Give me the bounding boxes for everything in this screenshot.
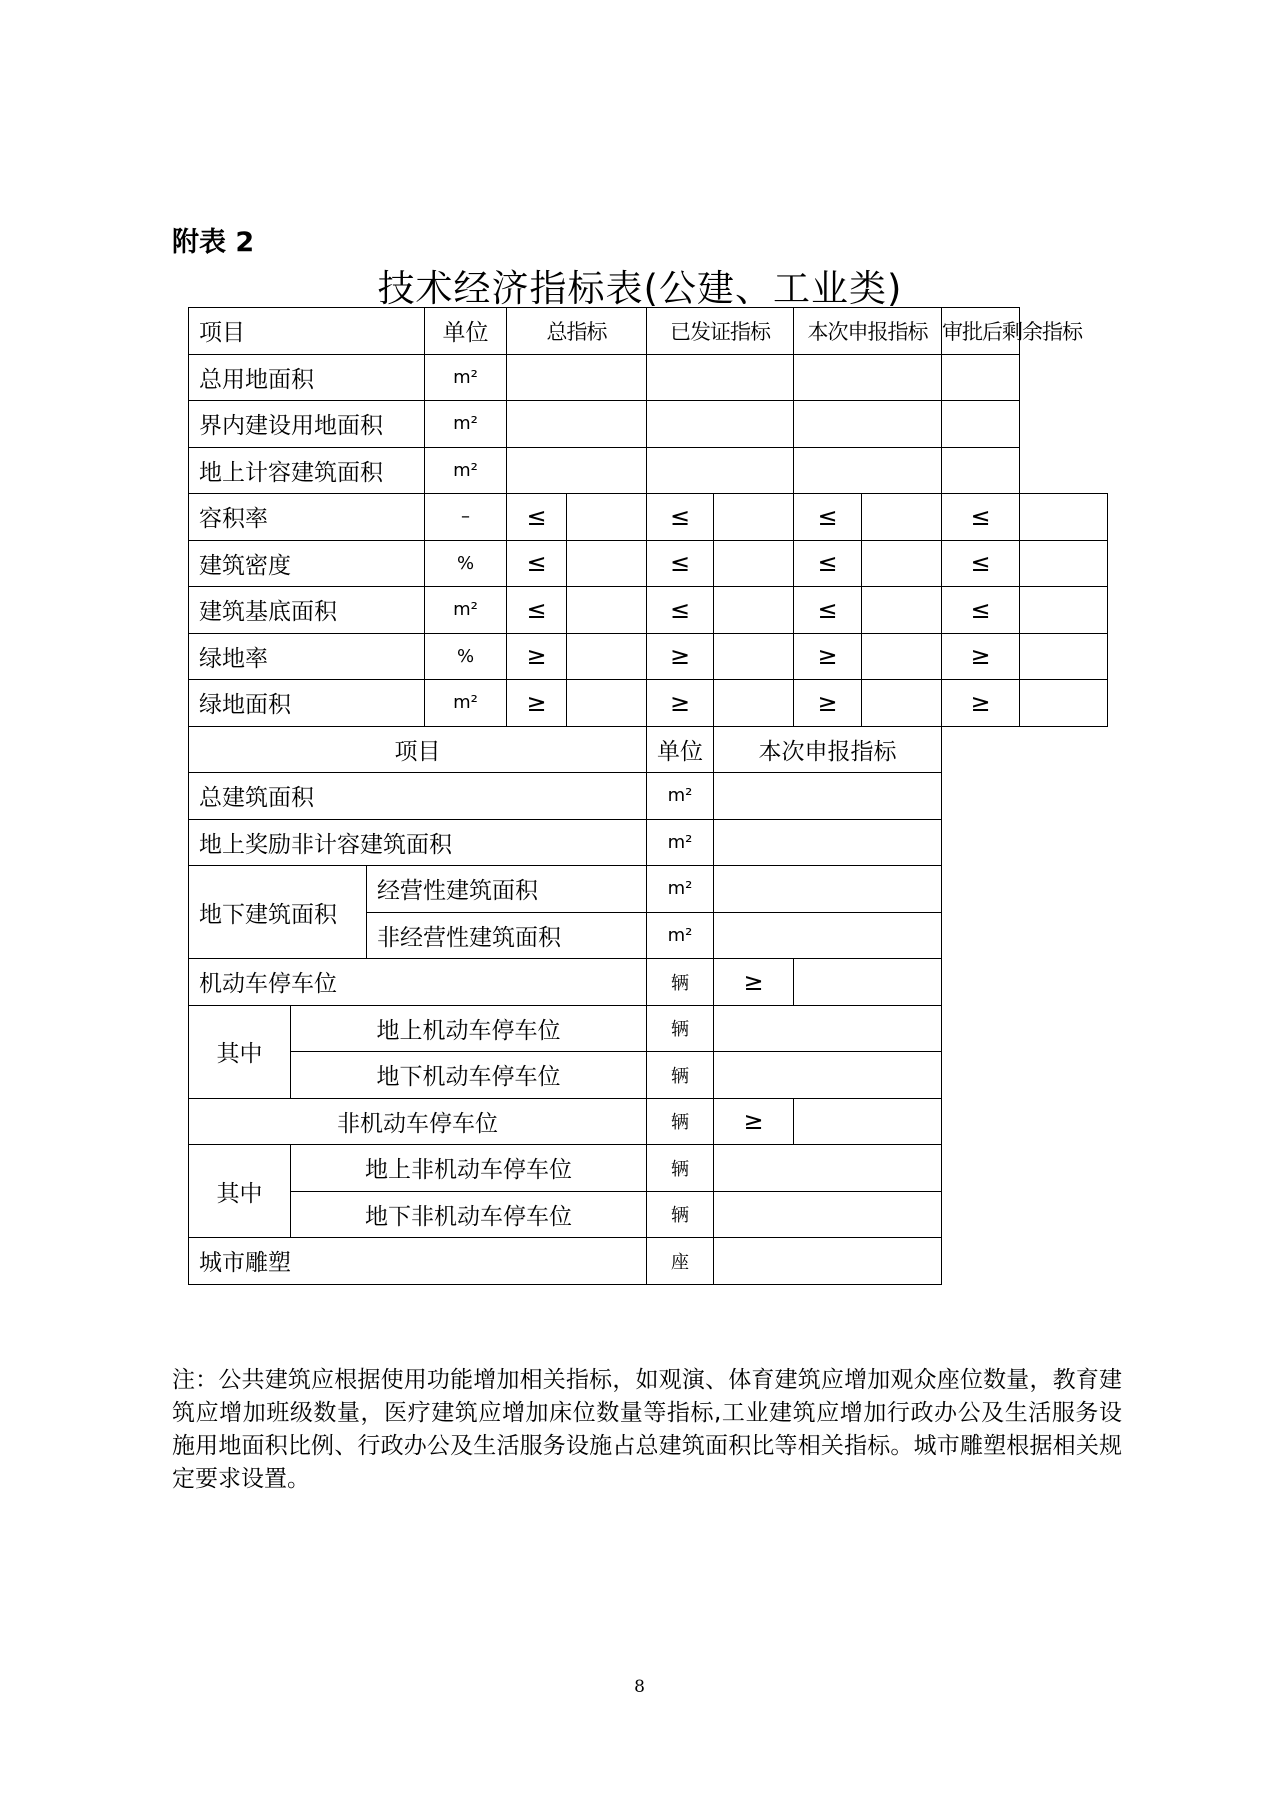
row-label: 绿地面积 xyxy=(189,680,425,727)
comparison-symbol: ≥ xyxy=(942,680,1020,727)
row-unit: % xyxy=(425,540,507,587)
value-cell xyxy=(942,401,1020,448)
value-cell xyxy=(714,494,794,541)
row-label: 机动车停车位 xyxy=(189,959,647,1006)
comparison-symbol: ≤ xyxy=(647,540,714,587)
row-unit: 辆 xyxy=(647,1145,714,1192)
lower-header-unit: 单位 xyxy=(647,726,714,773)
group-label-underground: 地下建筑面积 xyxy=(189,866,367,959)
lower-header-item: 项目 xyxy=(189,726,647,773)
comparison-symbol: ≤ xyxy=(794,587,862,634)
value-cell xyxy=(794,959,942,1006)
value-cell xyxy=(714,680,794,727)
value-cell xyxy=(507,354,647,401)
value-cell xyxy=(714,1145,942,1192)
comparison-symbol: ≤ xyxy=(794,540,862,587)
value-cell xyxy=(1020,680,1108,727)
value-cell xyxy=(942,447,1020,494)
row-label: 地上计容建筑面积 xyxy=(189,447,425,494)
row-unit: 座 xyxy=(647,1238,714,1285)
comparison-symbol: ≤ xyxy=(942,540,1020,587)
table-row xyxy=(189,1052,1108,1099)
value-cell xyxy=(862,587,942,634)
row-unit: m² xyxy=(647,912,714,959)
value-cell xyxy=(794,447,942,494)
row-label: 经营性建筑面积 xyxy=(367,866,647,913)
row-label: 建筑基底面积 xyxy=(189,587,425,634)
row-label: 绿地率 xyxy=(189,633,425,680)
header-remaining: 审批后剩余指标 xyxy=(942,308,1020,355)
comparison-symbol: ≤ xyxy=(942,494,1020,541)
comparison-symbol: ≥ xyxy=(794,633,862,680)
lower-header-row xyxy=(189,726,1108,773)
value-cell xyxy=(647,447,794,494)
value-cell xyxy=(1020,587,1108,634)
comparison-symbol: ≥ xyxy=(647,633,714,680)
value-cell xyxy=(714,1005,942,1052)
table-row xyxy=(189,773,1108,820)
header-issued: 已发证指标 xyxy=(647,308,794,355)
table-row xyxy=(189,1238,1108,1285)
value-cell xyxy=(647,354,794,401)
value-cell xyxy=(714,912,942,959)
table-row xyxy=(189,494,1108,541)
table-row xyxy=(189,866,1108,913)
table-note: 注：公共建筑应根据使用功能增加相关指标，如观演、体育建筑应增加观众座位数量，教育建筑应增加班级数量，医疗建筑应增加床位数量等指标,工业建筑应增加行政办公及生活服务设施用地面积比例、行政办公及生活服务设施占总建筑面积比等相关指标。城市雕塑根据相关规定要求设置。 xyxy=(172,1367,1122,1492)
value-cell xyxy=(862,540,942,587)
header-current: 本次申报指标 xyxy=(794,308,942,355)
row-unit: m² xyxy=(647,773,714,820)
value-cell xyxy=(714,633,794,680)
value-cell xyxy=(507,401,647,448)
value-cell xyxy=(714,540,794,587)
row-unit: % xyxy=(425,633,507,680)
row-label: 城市雕塑 xyxy=(189,1238,647,1285)
comparison-symbol: ≥ xyxy=(714,959,794,1006)
comparison-symbol: ≤ xyxy=(794,494,862,541)
row-label: 非经营性建筑面积 xyxy=(367,912,647,959)
comparison-symbol: ≤ xyxy=(647,494,714,541)
value-cell xyxy=(714,866,942,913)
value-cell xyxy=(1020,540,1108,587)
comparison-symbol: ≥ xyxy=(507,633,567,680)
value-cell xyxy=(794,1098,942,1145)
row-unit: 辆 xyxy=(647,1098,714,1145)
lower-header-current: 本次申报指标 xyxy=(714,726,942,773)
row-unit: 辆 xyxy=(647,1052,714,1099)
row-unit: 辆 xyxy=(647,1191,714,1238)
table-title: 技术经济指标表(公建、工业类) xyxy=(377,267,903,310)
value-cell xyxy=(1020,494,1108,541)
comparison-symbol: ≥ xyxy=(794,680,862,727)
row-unit: m² xyxy=(647,819,714,866)
value-cell xyxy=(507,447,647,494)
value-cell xyxy=(567,540,647,587)
row-label: 地上非机动车停车位 xyxy=(291,1145,647,1192)
table-row xyxy=(189,1191,1108,1238)
comparison-symbol: ≤ xyxy=(507,494,567,541)
value-cell xyxy=(714,587,794,634)
value-cell xyxy=(862,680,942,727)
comparison-symbol: ≤ xyxy=(942,587,1020,634)
upper-header-row xyxy=(189,308,1108,355)
header-item: 项目 xyxy=(189,308,425,355)
row-unit: m² xyxy=(425,587,507,634)
comparison-symbol: ≥ xyxy=(714,1098,794,1145)
value-cell xyxy=(567,633,647,680)
value-cell xyxy=(862,633,942,680)
row-label: 地上奖励非计容建筑面积 xyxy=(189,819,647,866)
attachment-label: 附表 2 xyxy=(172,227,255,258)
row-unit: m² xyxy=(425,680,507,727)
value-cell xyxy=(714,819,942,866)
row-unit: m² xyxy=(425,354,507,401)
comparison-symbol: ≥ xyxy=(647,680,714,727)
group-label-of-which: 其中 xyxy=(189,1005,291,1098)
table-row xyxy=(189,1145,1108,1192)
value-cell xyxy=(714,1191,942,1238)
table-row xyxy=(189,1098,1108,1145)
row-unit: 辆 xyxy=(647,959,714,1006)
comparison-symbol: ≥ xyxy=(507,680,567,727)
value-cell xyxy=(794,354,942,401)
table-row xyxy=(189,959,1108,1006)
value-cell xyxy=(647,401,794,448)
table-row xyxy=(189,354,1108,401)
row-label: 容积率 xyxy=(189,494,425,541)
row-label: 建筑密度 xyxy=(189,540,425,587)
group-label-of-which: 其中 xyxy=(189,1145,291,1238)
row-label: 地下非机动车停车位 xyxy=(291,1191,647,1238)
value-cell xyxy=(942,354,1020,401)
table-row xyxy=(189,1005,1108,1052)
table-row xyxy=(189,819,1108,866)
value-cell xyxy=(714,1052,942,1099)
value-cell xyxy=(794,401,942,448)
table-row xyxy=(189,540,1108,587)
comparison-symbol: ≥ xyxy=(942,633,1020,680)
header-unit: 单位 xyxy=(425,308,507,355)
row-unit: 辆 xyxy=(647,1005,714,1052)
table-row xyxy=(189,587,1108,634)
comparison-symbol: ≤ xyxy=(647,587,714,634)
comparison-symbol: ≤ xyxy=(507,587,567,634)
row-label: 总建筑面积 xyxy=(189,773,647,820)
header-total: 总指标 xyxy=(507,308,647,355)
row-label: 总用地面积 xyxy=(189,354,425,401)
value-cell xyxy=(567,494,647,541)
row-unit: m² xyxy=(425,401,507,448)
row-unit: – xyxy=(425,494,507,541)
table-row xyxy=(189,401,1108,448)
page-number: 8 xyxy=(634,1677,645,1697)
row-label: 地上机动车停车位 xyxy=(291,1005,647,1052)
row-unit: m² xyxy=(647,866,714,913)
table-row xyxy=(189,633,1108,680)
value-cell xyxy=(714,773,942,820)
value-cell xyxy=(1020,633,1108,680)
row-label: 界内建设用地面积 xyxy=(189,401,425,448)
value-cell xyxy=(714,1238,942,1285)
value-cell xyxy=(862,494,942,541)
table-row xyxy=(189,680,1108,727)
indicator-table xyxy=(188,307,1108,1285)
comparison-symbol: ≤ xyxy=(507,540,567,587)
table-row xyxy=(189,447,1108,494)
row-unit: m² xyxy=(425,447,507,494)
row-label: 地下机动车停车位 xyxy=(291,1052,647,1099)
value-cell xyxy=(567,680,647,727)
row-label: 非机动车停车位 xyxy=(189,1098,647,1145)
value-cell xyxy=(567,587,647,634)
